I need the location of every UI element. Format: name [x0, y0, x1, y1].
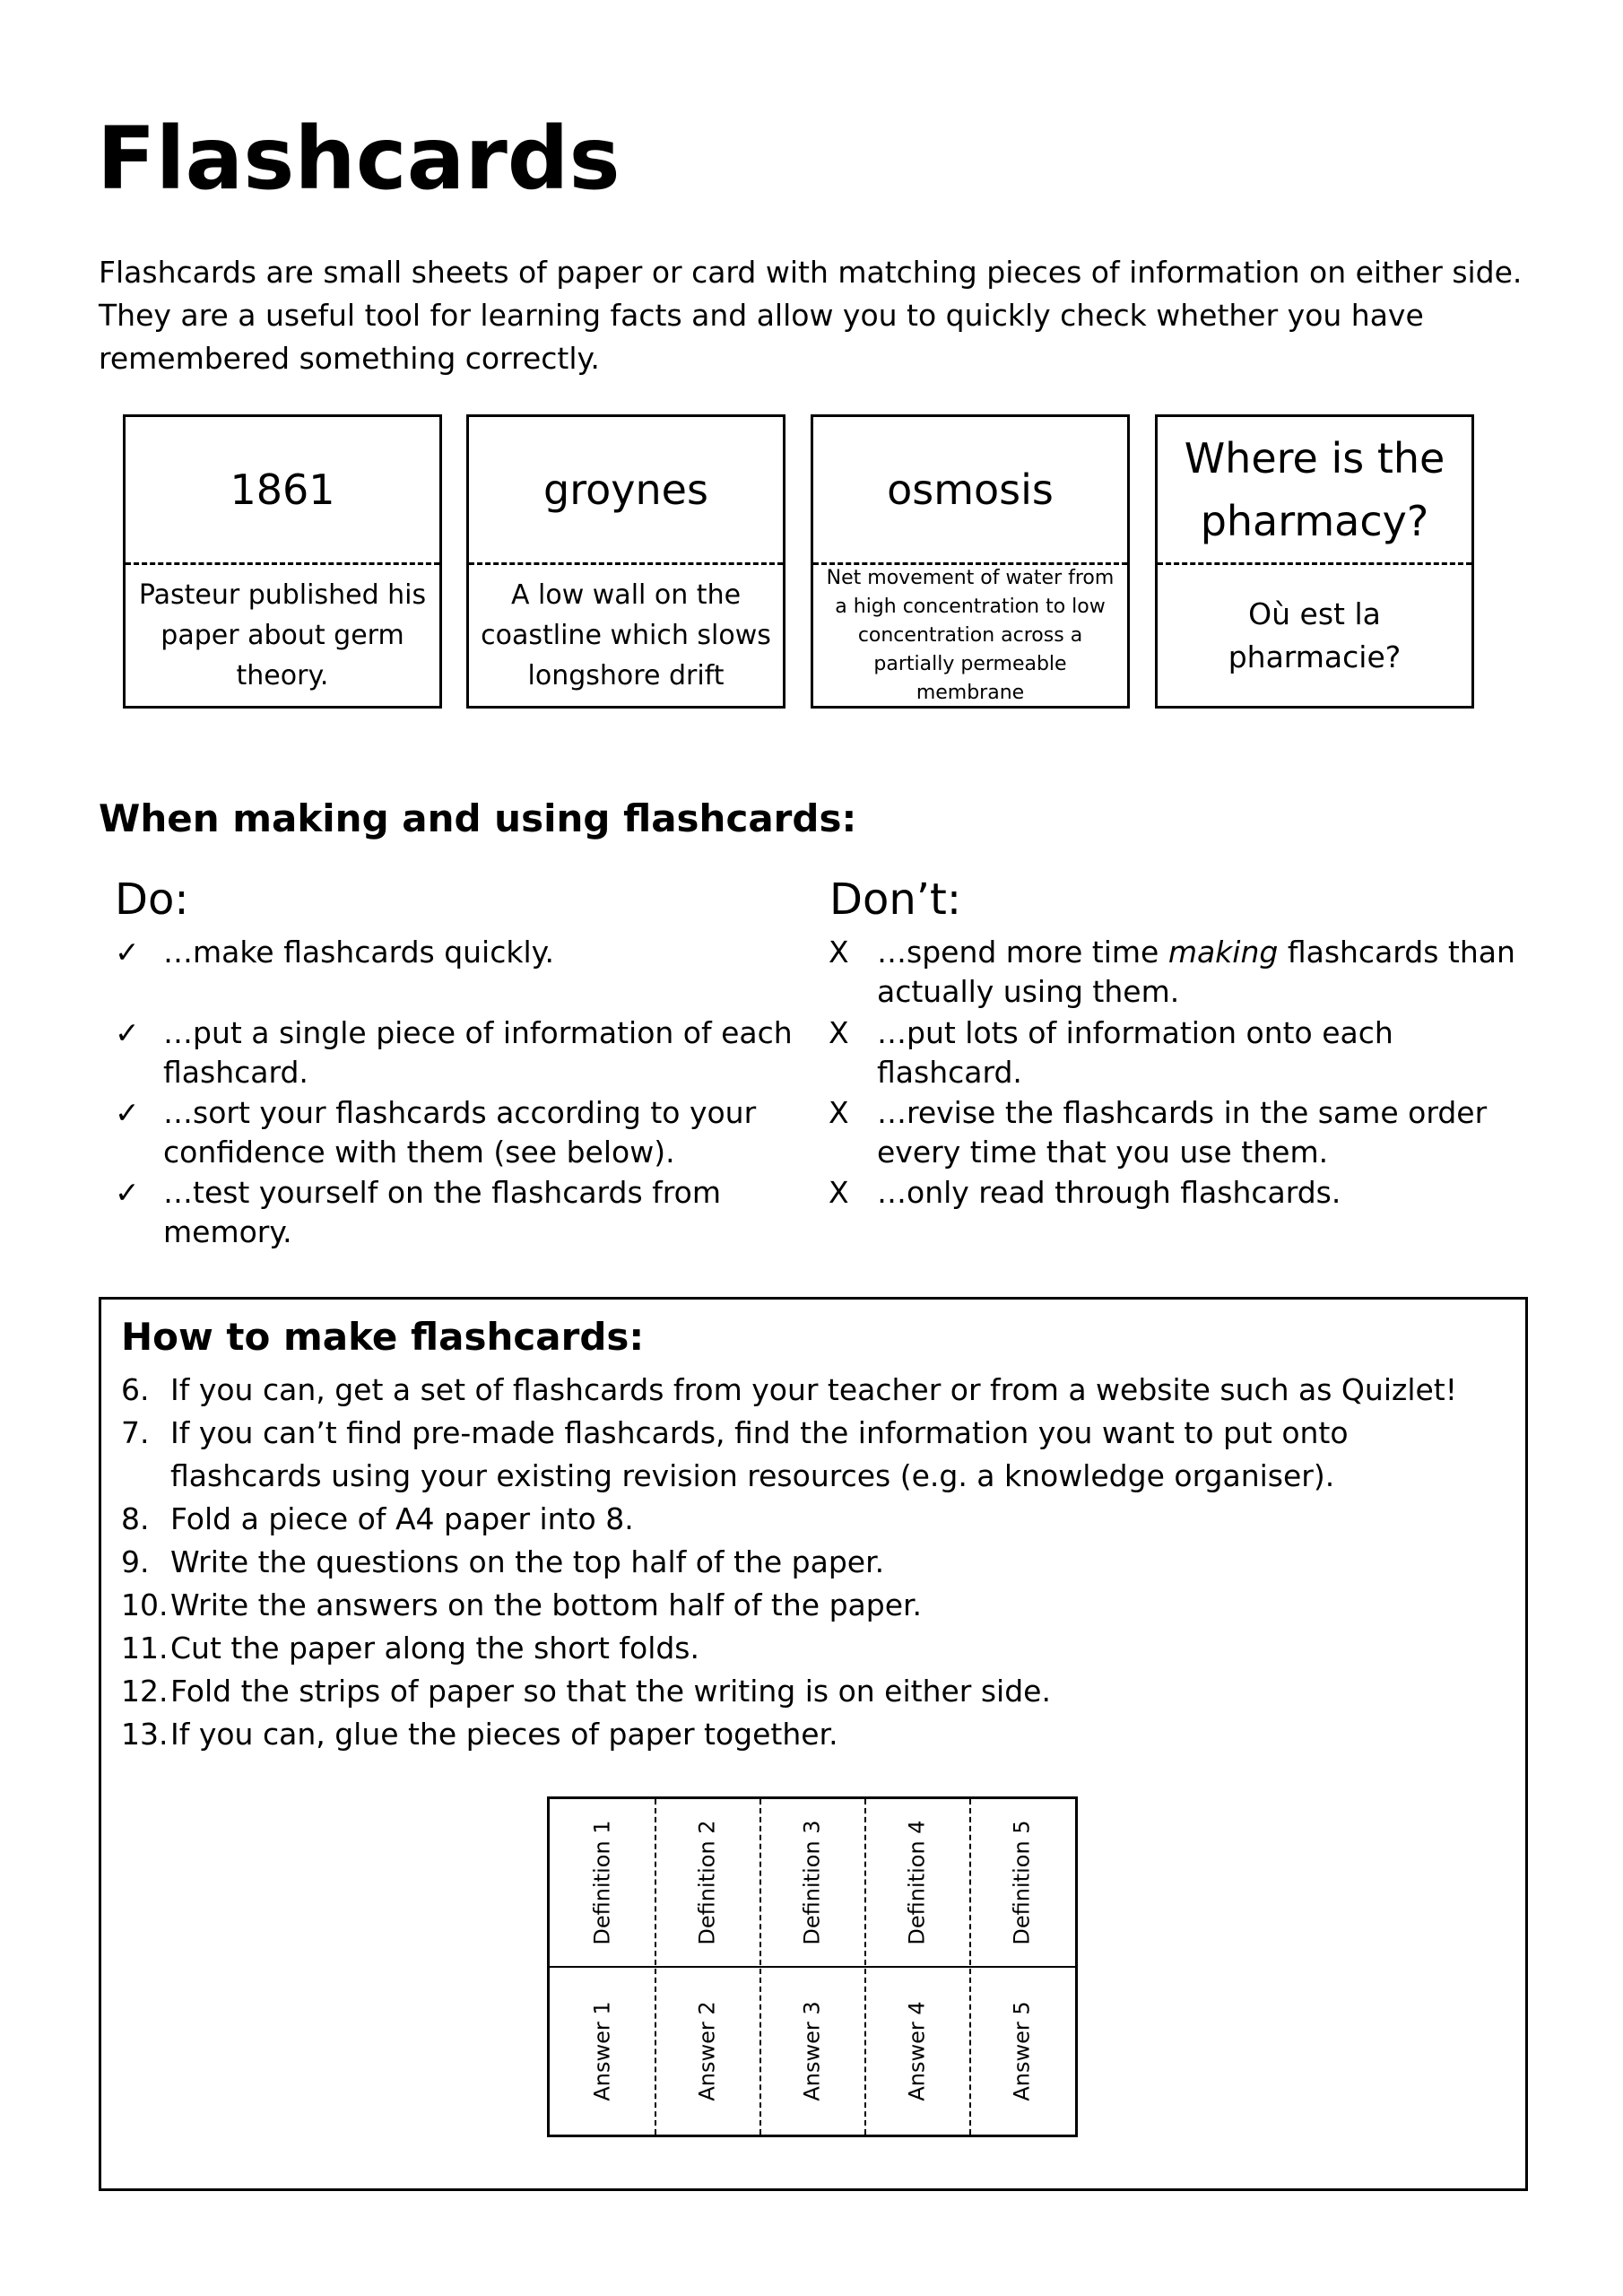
step-text: Cut the paper along the short folds.: [170, 1631, 699, 1665]
paper-strip: [550, 1799, 655, 2135]
dont-item-text: …only read through flashcards.: [877, 1175, 1341, 1210]
paper-strip: [969, 1799, 1074, 2135]
definition-cell: Definition 5: [1009, 1820, 1035, 1945]
paper-strip: [655, 1799, 759, 2135]
flashcard-front: osmosis: [887, 465, 1054, 514]
example-flashcard: [1155, 414, 1474, 709]
definition-cell: Definition 1: [589, 1820, 615, 1945]
page-title: Flashcards: [97, 109, 621, 209]
cross-icon: X: [829, 1175, 849, 1210]
dont-item-text: …revise the flashcards in the same order every time that you use them.: [877, 1095, 1488, 1170]
paper-strip: [864, 1799, 969, 2135]
example-flashcard: [811, 414, 1130, 709]
step-number: 6.: [121, 1372, 150, 1407]
flashcard-back: Net movement of water from a high concentration to low concentration across a partially permeable membrane: [826, 566, 1115, 704]
step-text: Write the questions on the top half of the paper.: [170, 1544, 885, 1579]
answer-cell: Answer 1: [589, 2001, 615, 2101]
flashcard-front: 1861: [230, 465, 335, 514]
step-number: 9.: [121, 1544, 150, 1579]
flashcard-back: Où est la pharmacie?: [1228, 596, 1402, 674]
step-number: 13.: [121, 1717, 169, 1752]
cross-icon: X: [829, 1015, 849, 1050]
answer-cell: Answer 4: [904, 2001, 930, 2101]
section-heading: When making and using flashcards:: [99, 796, 857, 840]
intro-paragraph: Flashcards are small sheets of paper or card with matching pieces of information on either side. They are a useful tool for learning facts and allow you to quickly check whether you have remembered something correctly.: [99, 255, 1523, 376]
check-icon: ✓: [115, 1095, 140, 1130]
emphasis: making: [1167, 935, 1279, 970]
definition-cell: Definition 4: [904, 1820, 930, 1945]
do-item-text: …test yourself on the flashcards from memory.: [163, 1175, 721, 1249]
flashcard-back: A low wall on the coastline which slows longshore drift: [481, 579, 771, 691]
dont-item-text: …spend more time making flashcards than actually using them.: [877, 935, 1515, 1009]
check-icon: ✓: [115, 935, 140, 970]
step-text: Write the answers on the bottom half of the paper.: [170, 1587, 923, 1622]
flashcard-front: Where is the pharmacy?: [1184, 434, 1445, 545]
definition-cell: Definition 2: [694, 1820, 720, 1945]
step-number: 7.: [121, 1415, 150, 1450]
answer-cell: Answer 2: [694, 2001, 720, 2101]
dont-item-text: …put lots of information onto each flashcard.: [877, 1015, 1393, 1090]
step-text: If you can’t find pre-made flashcards, find the information you want to put onto flashcards using your existing revision resources (e.g. a knowledge organiser).: [170, 1415, 1349, 1493]
step-text: If you can, glue the pieces of paper together.: [170, 1717, 838, 1752]
example-flashcard: [466, 414, 785, 709]
flashcard-back: Pasteur published his paper about germ theory.: [138, 579, 427, 691]
do-item-text: …sort your flashcards according to your confidence with them (see below).: [163, 1095, 757, 1170]
dont-heading: Don’t:: [829, 874, 961, 925]
paper-strip: [759, 1799, 864, 2135]
cross-icon: X: [829, 1095, 849, 1130]
check-icon: ✓: [115, 1175, 140, 1210]
definition-cell: Definition 3: [799, 1820, 825, 1945]
step-text: Fold the strips of paper so that the writing is on either side.: [170, 1674, 1051, 1709]
step-number: 11.: [121, 1631, 169, 1665]
example-flashcard: [123, 414, 442, 709]
cross-icon: X: [829, 935, 849, 970]
check-icon: ✓: [115, 1015, 140, 1050]
step-text: If you can, get a set of flashcards from your teacher or from a website such as Quizlet!: [170, 1372, 1457, 1407]
do-heading: Do:: [115, 874, 189, 925]
folded-paper-diagram: [547, 1796, 1078, 2137]
step-text: Fold a piece of A4 paper into 8.: [170, 1501, 634, 1536]
flashcard-front: groynes: [543, 465, 708, 514]
answer-cell: Answer 5: [1009, 2001, 1035, 2101]
how-to-heading: How to make flashcards:: [121, 1315, 645, 1359]
step-number: 8.: [121, 1501, 150, 1536]
do-item-text: …make flashcards quickly.: [163, 935, 554, 970]
do-item-text: …put a single piece of information of each flashcard.: [163, 1015, 793, 1090]
answer-cell: Answer 3: [799, 2001, 825, 2101]
step-number: 10.: [121, 1587, 169, 1622]
step-number: 12.: [121, 1674, 169, 1709]
